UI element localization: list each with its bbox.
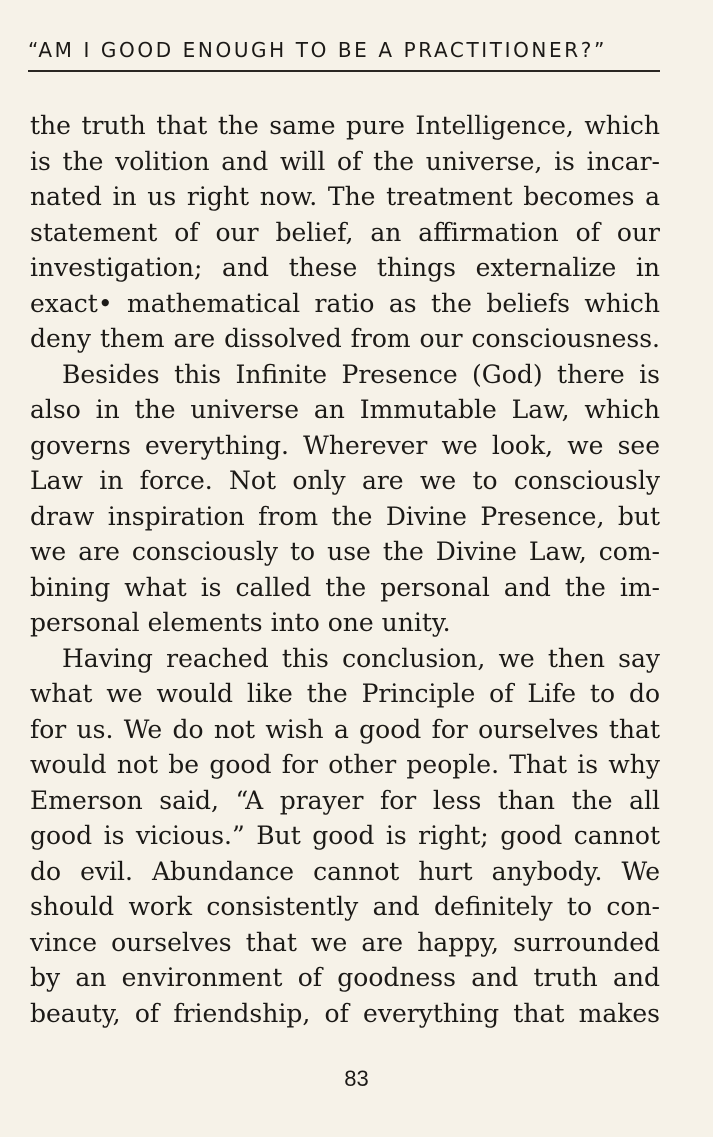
text-line: draw inspiration from the Divine Presence, but (30, 501, 660, 531)
text-line: by an environment of goodness and truth and (30, 963, 660, 992)
text-line: beauty, of friendship, of everything that makes (30, 998, 660, 1028)
running-header: “AM I GOOD ENOUGH TO BE A PRACTITIONER?” (28, 38, 607, 62)
text-line: investigation; and these things externalize in (30, 253, 660, 282)
text-line: good is vicious.” But good is right; good cannot (30, 821, 660, 850)
paragraph-start-line: Having reached this conclusion, we then say (62, 643, 660, 673)
text-line: the truth that the same pure Intelligence, which (30, 111, 660, 140)
text-line: nated in us right now. The treatment becomes a (30, 182, 660, 211)
text-line: also in the universe an Immutable Law, which (30, 395, 660, 424)
text-line: statement of our belief, an affirmation of our (30, 217, 660, 247)
text-line: vince ourselves that we are happy, surrounded (30, 927, 660, 957)
paragraph-end-line: personal elements into one unity. (30, 608, 451, 637)
text-line: governs everything. Wherever we look, we see (30, 430, 660, 460)
paragraph-start-line: Besides this Infinite Presence (God) there is (62, 359, 660, 389)
header-rule (28, 70, 660, 72)
text-line: deny them are dissolved from our consciousness. (30, 324, 660, 353)
text-line: bining what is called the personal and the im- (30, 572, 660, 602)
text-line: Law in force. Not only are we to consciously (30, 466, 660, 495)
text-line: do evil. Abundance cannot hurt anybody. We (30, 856, 660, 886)
page-number: 83 (344, 1066, 369, 1091)
body-text (30, 108, 660, 1031)
text-line: we are consciously to use the Divine Law, com- (30, 537, 660, 566)
text-line: would not be good for other people. That is why (30, 750, 660, 779)
text-line: should work consistently and definitely to con- (30, 892, 660, 921)
text-line: is the volition and will of the universe, is incar- (30, 146, 660, 176)
text-line: what we would like the Principle of Life to do (30, 679, 660, 708)
text-line: Emerson said, “A prayer for less than the all (30, 785, 660, 815)
text-line: exact• mathematical ratio as the beliefs which (30, 288, 660, 318)
text-line: for us. We do not wish a good for ourselves that (30, 714, 660, 744)
